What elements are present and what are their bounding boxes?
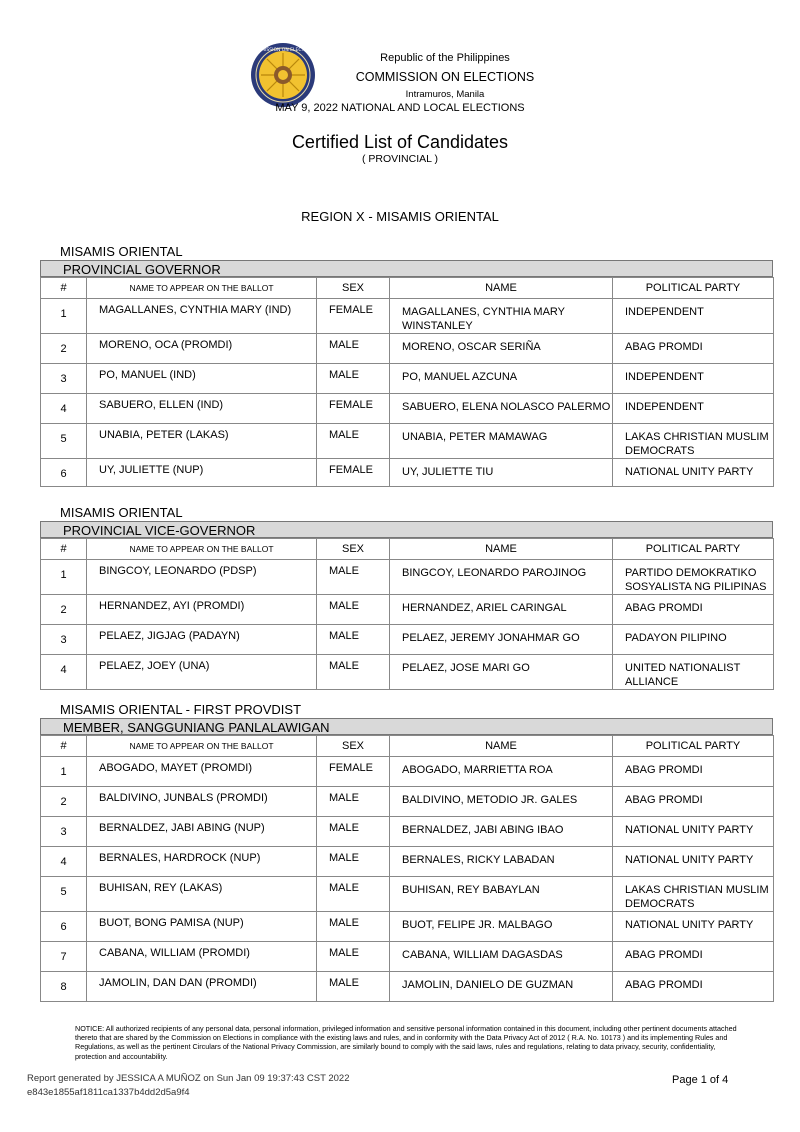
political-party: PARTIDO DEMOKRATIKO SOSYALISTA NG PILIPINAS xyxy=(625,567,767,593)
table-row xyxy=(41,787,774,817)
col-header-party: POLITICAL PARTY xyxy=(613,278,774,299)
privacy-notice: NOTICE: All authorized recipients of any personal data, personal information, privileged information and sensitive personal information contained in this document, including other pertinent documents attached thereto that are shared by the Commission on Elections in compliance with the existing laws and rules, and in conformity with the Data Privacy Act of 2012 ( R.A. No. 10173 ) and its implementing Rules and Regulations, as well as the pertinent Circulars of the National Privacy Commission, are similarly bound to comply with the said laws, rules and regulations, relating to data privacy, security, confidentiality, protection and accountability. xyxy=(75,1024,737,1061)
ballot-name: CABANA, WILLIAM (PROMDI) xyxy=(99,947,250,959)
table-row xyxy=(41,595,774,625)
candidate-sex: FEMALE xyxy=(329,464,374,476)
ballot-name: BERNALDEZ, JABI ABING (NUP) xyxy=(99,822,265,834)
col-header-num: # xyxy=(41,539,87,560)
table-row xyxy=(41,942,774,972)
ballot-name: BUOT, BONG PAMISA (NUP) xyxy=(99,917,244,929)
table-row xyxy=(41,299,774,334)
candidate-name: MAGALLANES, CYNTHIA MARY WINSTANLEY xyxy=(402,306,565,332)
commission-address: Intramuros, Manila xyxy=(405,89,485,100)
candidate-name: PELAEZ, JOSE MARI GO xyxy=(402,662,530,674)
ballot-name: BALDIVINO, JUNBALS (PROMDI) xyxy=(99,792,268,804)
page-title: Certified List of Candidates xyxy=(291,132,509,152)
section-location: MISAMIS ORIENTAL - FIRST PROVDIST xyxy=(60,702,302,717)
candidate-name: HERNANDEZ, ARIEL CARINGAL xyxy=(402,602,567,614)
political-party: UNITED NATIONALIST ALLIANCE xyxy=(625,662,741,688)
ballot-name: MORENO, OCA (PROMDI) xyxy=(99,339,233,351)
candidate-name: BUHISAN, REY BABAYLAN xyxy=(402,884,540,896)
candidate-name: UY, JULIETTE TIU xyxy=(402,466,494,478)
candidate-sex: MALE xyxy=(329,565,359,577)
col-header-ballot: NAME TO APPEAR ON THE BALLOT xyxy=(87,736,317,757)
political-party: INDEPENDENT xyxy=(625,401,704,413)
ballot-name: HERNANDEZ, AYI (PROMDI) xyxy=(99,600,245,612)
table-row xyxy=(41,817,774,847)
candidate-sex: FEMALE xyxy=(329,304,374,316)
ballot-name: PELAEZ, JIGJAG (PADAYN) xyxy=(99,630,240,642)
table-row xyxy=(41,877,774,912)
document-hash: e843e1855af1811ca1337b4dd2d5a9f4 xyxy=(27,1087,190,1098)
col-header-name: NAME xyxy=(390,736,613,757)
candidate-sex: MALE xyxy=(329,429,359,441)
candidate-name: UNABIA, PETER MAMAWAG xyxy=(402,431,548,443)
candidate-sex: MALE xyxy=(329,369,359,381)
ballot-name: ABOGADO, MAYET (PROMDI) xyxy=(99,762,252,774)
col-header-sex: SEX xyxy=(317,539,390,560)
region-heading: REGION X - MISAMIS ORIENTAL xyxy=(301,209,499,224)
political-party: ABAG PROMDI xyxy=(625,979,703,991)
political-party: INDEPENDENT xyxy=(625,371,704,383)
candidate-sex: MALE xyxy=(329,339,359,351)
row-num: 1 xyxy=(60,766,67,778)
table-row xyxy=(41,459,774,487)
ballot-name: MAGALLANES, CYNTHIA MARY (IND) xyxy=(99,304,292,316)
row-num: 6 xyxy=(60,921,67,933)
candidate-sex: MALE xyxy=(329,630,359,642)
ballot-name: BUHISAN, REY (LAKAS) xyxy=(99,882,223,894)
table-row xyxy=(41,560,774,595)
candidate-name: SABUERO, ELENA NOLASCO PALERMO xyxy=(402,401,611,413)
col-header-name: NAME xyxy=(390,278,613,299)
svg-text:COMMISSION ON ELECTIONS: COMMISSION ON ELECTIONS xyxy=(250,48,316,53)
candidate-sex: MALE xyxy=(329,600,359,612)
candidate-name: BALDIVINO, METODIO JR. GALES xyxy=(402,794,578,806)
position-title: PROVINCIAL GOVERNOR xyxy=(40,260,773,277)
table-row xyxy=(41,847,774,877)
col-header-ballot: NAME TO APPEAR ON THE BALLOT xyxy=(87,278,317,299)
political-party: ABAG PROMDI xyxy=(625,764,703,776)
table-row xyxy=(41,655,774,690)
political-party: ABAG PROMDI xyxy=(625,602,703,614)
ballot-name: PO, MANUEL (IND) xyxy=(99,369,196,381)
political-party: PADAYON PILIPINO xyxy=(625,632,727,644)
document-header xyxy=(0,0,800,120)
row-num: 2 xyxy=(60,796,67,808)
ballot-name: SABUERO, ELLEN (IND) xyxy=(99,399,224,411)
table-row xyxy=(41,424,774,459)
row-num: 4 xyxy=(60,856,67,868)
candidate-name: JAMOLIN, DANIELO DE GUZMAN xyxy=(402,979,574,991)
table-row xyxy=(41,394,774,424)
table-row xyxy=(41,625,774,655)
ballot-name: PELAEZ, JOEY (UNA) xyxy=(99,660,210,672)
republic-line: Republic of the Philippines xyxy=(380,52,510,64)
candidate-name: BERNALES, RICKY LABADAN xyxy=(402,854,555,866)
political-party: NATIONAL UNITY PARTY xyxy=(625,824,754,836)
candidate-table xyxy=(40,538,774,690)
table-row xyxy=(41,334,774,364)
col-header-num: # xyxy=(41,278,87,299)
political-party: NATIONAL UNITY PARTY xyxy=(625,466,754,478)
table-header-row xyxy=(41,278,774,299)
row-num: 1 xyxy=(60,569,67,581)
row-num: 5 xyxy=(60,886,67,898)
candidate-sex: MALE xyxy=(329,852,359,864)
candidate-name: CABANA, WILLIAM DAGASDAS xyxy=(402,949,563,961)
candidate-name: MORENO, OSCAR SERIÑA xyxy=(402,341,541,353)
table-header-row xyxy=(41,539,774,560)
ballot-name: BERNALES, HARDROCK (NUP) xyxy=(99,852,261,864)
section-sangguniang-panlalawigan xyxy=(40,702,773,1002)
col-header-num: # xyxy=(41,736,87,757)
row-num: 2 xyxy=(60,604,67,616)
row-num: 6 xyxy=(60,468,67,480)
candidate-sex: MALE xyxy=(329,917,359,929)
ballot-name: UY, JULIETTE (NUP) xyxy=(99,464,204,476)
col-header-name: NAME xyxy=(390,539,613,560)
political-party: INDEPENDENT xyxy=(625,306,704,318)
row-num: 7 xyxy=(60,951,67,963)
candidate-table xyxy=(40,277,774,487)
table-row xyxy=(41,972,774,1002)
row-num: 3 xyxy=(60,826,67,838)
table-header-row xyxy=(41,736,774,757)
row-num: 3 xyxy=(60,634,67,646)
political-party: LAKAS CHRISTIAN MUSLIM DEMOCRATS xyxy=(625,431,769,457)
political-party: NATIONAL UNITY PARTY xyxy=(625,854,754,866)
col-header-sex: SEX xyxy=(317,278,390,299)
candidate-sex: MALE xyxy=(329,882,359,894)
table-row xyxy=(41,364,774,394)
col-header-party: POLITICAL PARTY xyxy=(613,736,774,757)
row-num: 2 xyxy=(60,343,67,355)
candidate-sex: MALE xyxy=(329,977,359,989)
candidate-sex: MALE xyxy=(329,792,359,804)
candidate-sex: MALE xyxy=(329,822,359,834)
candidate-name: BERNALDEZ, JABI ABING IBAO xyxy=(402,824,564,836)
political-party: LAKAS CHRISTIAN MUSLIM DEMOCRATS xyxy=(625,884,769,910)
political-party: NATIONAL UNITY PARTY xyxy=(625,919,754,931)
table-row xyxy=(41,912,774,942)
election-title: MAY 9, 2022 NATIONAL AND LOCAL ELECTIONS xyxy=(275,102,525,114)
row-num: 4 xyxy=(60,403,67,415)
candidate-table xyxy=(40,735,774,1002)
col-header-ballot: NAME TO APPEAR ON THE BALLOT xyxy=(87,539,317,560)
candidate-name: PO, MANUEL AZCUNA xyxy=(402,371,518,383)
political-party: ABAG PROMDI xyxy=(625,949,703,961)
candidate-sex: FEMALE xyxy=(329,762,374,774)
section-location: MISAMIS ORIENTAL xyxy=(60,244,183,259)
candidate-sex: FEMALE xyxy=(329,399,374,411)
col-header-sex: SEX xyxy=(317,736,390,757)
page-subtitle: ( PROVINCIAL ) xyxy=(361,153,439,165)
ballot-name: JAMOLIN, DAN DAN (PROMDI) xyxy=(99,977,257,989)
row-num: 5 xyxy=(60,433,67,445)
position-title: PROVINCIAL VICE-GOVERNOR xyxy=(40,521,773,538)
page-number: Page 1 of 4 xyxy=(672,1074,729,1086)
ballot-name: UNABIA, PETER (LAKAS) xyxy=(99,429,229,441)
candidate-name: BINGCOY, LEONARDO PAROJINOG xyxy=(402,567,587,579)
row-num: 4 xyxy=(60,664,67,676)
ballot-name: BINGCOY, LEONARDO (PDSP) xyxy=(99,565,257,577)
col-header-party: POLITICAL PARTY xyxy=(613,539,774,560)
candidate-name: ABOGADO, MARRIETTA ROA xyxy=(402,764,553,776)
report-generated-line: Report generated by JESSICA A MUÑOZ on Sun Jan 09 19:37:43 CST 2022 xyxy=(27,1073,350,1084)
row-num: 8 xyxy=(60,981,67,993)
commission-name: COMMISSION ON ELECTIONS xyxy=(355,70,535,84)
political-party: ABAG PROMDI xyxy=(625,341,703,353)
table-row xyxy=(41,757,774,787)
section-location: MISAMIS ORIENTAL xyxy=(60,505,183,520)
row-num: 1 xyxy=(60,308,67,320)
candidate-name: BUOT, FELIPE JR. MALBAGO xyxy=(402,919,553,931)
row-num: 3 xyxy=(60,373,67,385)
position-title: MEMBER, SANGGUNIANG PANLALAWIGAN xyxy=(40,718,773,735)
candidate-name: PELAEZ, JEREMY JONAHMAR GO xyxy=(402,632,580,644)
candidate-sex: MALE xyxy=(329,660,359,672)
political-party: ABAG PROMDI xyxy=(625,794,703,806)
candidate-sex: MALE xyxy=(329,947,359,959)
section-provincial-governor xyxy=(40,244,773,487)
section-provincial-vice-governor xyxy=(40,505,773,690)
